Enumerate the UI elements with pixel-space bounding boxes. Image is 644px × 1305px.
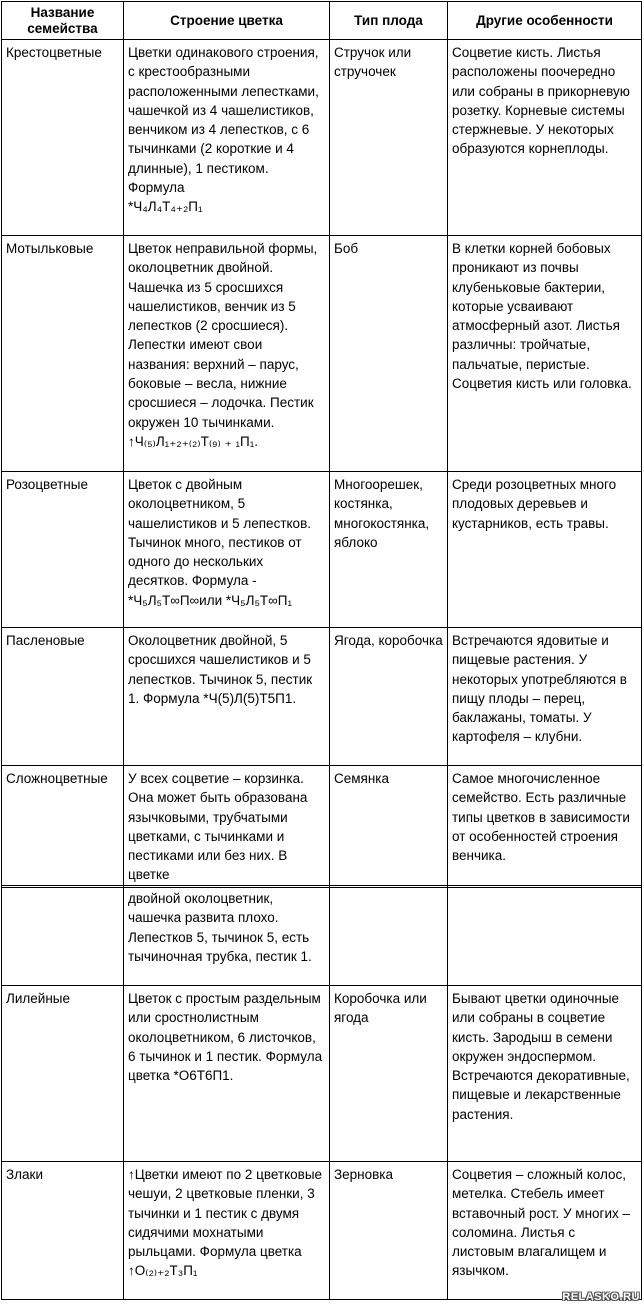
family-cell: Крестоцветные — [2, 40, 124, 236]
header-features: Другие особенности — [448, 2, 642, 40]
fruit-cell: Коробочка или ягода — [330, 986, 448, 1162]
fruit-cell: Ягода, коробочка — [330, 628, 448, 766]
structure-cell: ↑Цветки имеют по 2 цветковые чешуи, 2 цветковые пленки, 3 тычинки и 1 пестик с двумя сидячими мохнатыми рыльцами. Формула цветка ↑О₍₂₎₊₂Т₃П₁ — [124, 1162, 330, 1300]
flower-formula: ↑Ч₍₅₎Л₁₊₂₊₍₂₎Т₍₉₎ ₊ ₁П₁. — [128, 433, 259, 449]
structure-cell: Цветок неправильной формы, околоцветник двойной. Чашечка из 5 сросшихся чашелистиков, венчик из 5 лепестков (2 сросшиеся). Лепестки имеют свои названия: верхний – парус, боковые – весла, нижние сросшиеся – лодочка. Пестик окружен 10 тычинками. ↑Ч₍₅₎Л₁₊₂₊₍₂₎Т₍₉₎ ₊ ₁П₁. — [124, 236, 330, 472]
family-cell: Сложноцветные — [2, 766, 124, 888]
fruit-cell — [330, 886, 448, 986]
features-cell: Соцветия – сложный колос, метелка. Стебель имеет вставочный рост. У многих – соломина. Листья с листовым влагалищем и язычком. — [448, 1162, 642, 1300]
families-table — [1, 1, 642, 888]
structure-cell: Цветок с простым раздельным или сростнолистным околоцветником, 6 листочков, 6 тычинок и 1 пестик. Формула цветка *О6Т6П1. — [124, 986, 330, 1162]
site-watermark: RELASKO.RU — [562, 1291, 640, 1303]
features-cell: Бывают цветки одиночные или собраны в соцветие кисть. Зародыш в семени окружен эндоспермом. Встречаются декоративные, пищевые и лекарственные растения. — [448, 986, 642, 1162]
table-row — [2, 40, 642, 236]
table-row — [2, 236, 642, 472]
family-cell: Лилейные — [2, 986, 124, 1162]
table-row — [2, 1162, 642, 1300]
header-structure: Строение цветка — [124, 2, 330, 40]
table-row — [2, 628, 642, 766]
header-family: Название семейства — [2, 2, 124, 40]
header-row — [2, 2, 642, 40]
fruit-cell: Зерновка — [330, 1162, 448, 1300]
structure-cell: двойной околоцветник, чашечка развита плохо. Лепестков 5, тычинок 5, есть тычиночная трубка, пестик 1. — [124, 886, 330, 986]
features-cell — [448, 886, 642, 986]
family-cell: Мотыльковые — [2, 236, 124, 472]
table-row — [2, 766, 642, 888]
table-row — [2, 472, 642, 628]
family-cell — [2, 886, 124, 986]
structure-cell: У всех соцветие – корзинка. Она может быть образована язычковыми, трубчатыми цветками, с тычинками и пестиками или без них. В цветке — [124, 766, 330, 888]
structure-cell: Околоцветник двойной, 5 сросшихся чашелистиков и 5 лепестков. Тычинок 5, пестик 1. Формула *Ч(5)Л(5)Т5П1. — [124, 628, 330, 766]
table-row — [2, 886, 642, 986]
structure-cell: Цветки одинакового строения, с крестообразными расположенными лепестками, чашечкой из 4 чашелистиков, венчиком из 4 лепестков, с 6 тычинками (2 короткие и 4 длинные), 1 пестиком. Формула *Ч₄Л₄Т₄₊₂П₁ — [124, 40, 330, 236]
fruit-cell: Семянка — [330, 766, 448, 888]
fruit-cell: Стручок или стручочек — [330, 40, 448, 236]
flower-formula: ↑О₍₂₎₊₂Т₃П₁ — [128, 1263, 198, 1279]
families-table-continued — [1, 885, 642, 1300]
features-cell: Самое многочисленное семейство. Есть различные типы цветков в зависимости от особенностей строения венчика. — [448, 766, 642, 888]
table-row — [2, 986, 642, 1162]
fruit-cell: Боб — [330, 236, 448, 472]
structure-cell: Цветок с двойным околоцветником, 5 чашелистиков и 5 лепестков. Тычинок много, пестиков от одного до нескольких десятков. Формула - *Ч₅Л₅Т∞П∞или *Ч₅Л₅Т∞П₁ — [124, 472, 330, 628]
family-cell: Пасленовые — [2, 628, 124, 766]
features-cell: В клетки корней бобовых проникают из почвы клубеньковые бактерии, которые усваивают атмосферный азот. Листья различны: тройчатые, пальчатые, перистые. Соцветия кисть или головка. — [448, 236, 642, 472]
family-cell: Злаки — [2, 1162, 124, 1300]
features-cell: Соцветие кисть. Листья расположены поочередно или собраны в прикорневую розетку. Корневые системы стержневые. У некоторых образуются корнеплоды. — [448, 40, 642, 236]
features-cell: Встречаются ядовитые и пищевые растения. У некоторых употребляются в пищу плоды – перец, баклажаны, томаты. У картофеля – клубни. — [448, 628, 642, 766]
family-cell: Розоцветные — [2, 472, 124, 628]
flower-formula: *Ч₄Л₄Т₄₊₂П₁ — [128, 199, 203, 215]
fruit-cell: Многоорешек, костянка, многокостянка, яблоко — [330, 472, 448, 628]
header-fruit: Тип плода — [330, 2, 448, 40]
features-cell: Среди розоцветных много плодовых деревьев и кустарников, есть травы. — [448, 472, 642, 628]
